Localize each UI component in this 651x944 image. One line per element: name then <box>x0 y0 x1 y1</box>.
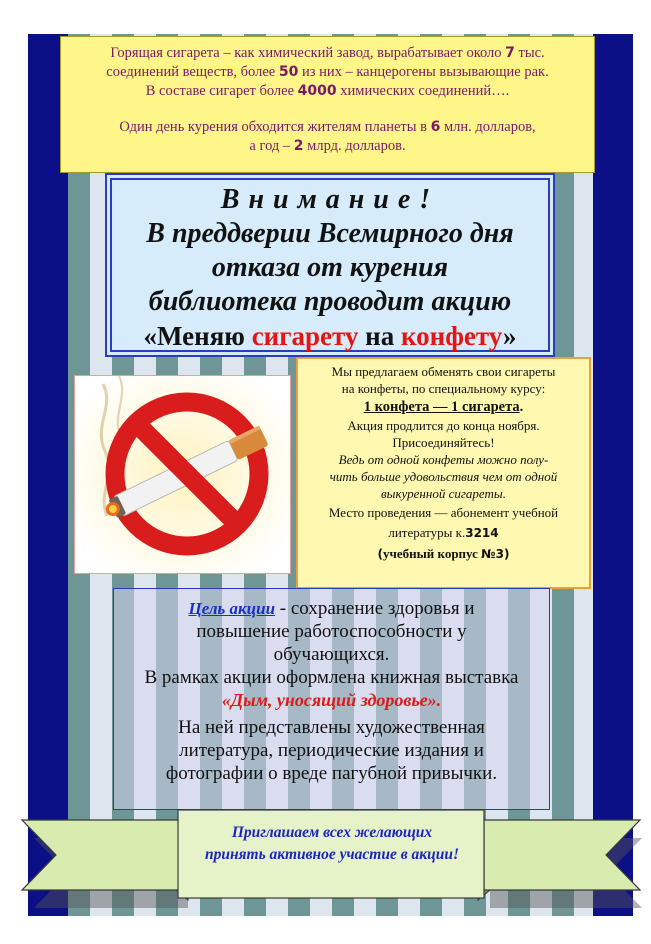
offer-location <box>298 524 589 542</box>
offer-line: Акция продлится до конца ноября. <box>347 418 540 433</box>
facts-number: 4000 <box>297 83 337 99</box>
offer-line: Мы предлагаем обменять свои сигареты <box>331 364 556 379</box>
paren: ) <box>503 547 510 561</box>
facts-text: соединений веществ, более <box>106 64 279 80</box>
action-text: «Меняю <box>143 321 252 351</box>
facts-number: 50 <box>278 64 299 80</box>
offer-building <box>298 545 589 563</box>
attention-heading: Внимание! <box>220 184 440 215</box>
action-highlight: сигарету <box>251 321 359 351</box>
facts-line <box>61 82 594 101</box>
facts-text: Горящая сигарета – как химический завод, вырабатывает около <box>110 45 506 61</box>
offer-box <box>296 357 591 589</box>
offer-line: на конфеты, по специальному курсу: <box>341 381 546 396</box>
invitation <box>184 822 480 866</box>
facts-text: млрд. долларов. <box>303 138 406 154</box>
goal-text: - сохранение здоровья и <box>275 598 475 619</box>
exchange-rate <box>298 397 589 417</box>
goal-line: В рамках акции оформлена книжная выставка <box>144 667 519 688</box>
building-text: учебный корпус <box>383 546 482 561</box>
goal-line: фотографии о вреде пагубной привычки. <box>165 763 498 784</box>
attention-line: отказа от курения <box>211 252 449 283</box>
goal-line: обучающихся. <box>273 644 390 665</box>
facts-line <box>61 118 594 137</box>
attention-line: библиотека проводит акцию <box>148 286 512 317</box>
facts-text: из них – канцерогены вызывающие рак. <box>298 64 549 80</box>
invitation-line: принять активное участие в акции! <box>204 846 460 863</box>
offer-italic-line: Ведь от одной конфеты можно полу- <box>338 452 549 467</box>
goal-line: На ней представлены художественная <box>178 717 485 738</box>
facts-line <box>61 137 594 156</box>
facts-text: тыс. <box>514 45 545 61</box>
offer-line: Место проведения — абонемент учебной <box>328 505 559 520</box>
paren: ( <box>377 547 384 561</box>
facts-number: 6 <box>430 119 441 135</box>
facts-text: В составе сигарет более <box>145 83 298 99</box>
attention-box <box>105 173 555 357</box>
facts-text: Один день курения обходится жителям планеты в <box>119 119 431 135</box>
no-smoking-image <box>74 375 291 574</box>
goal-line: литература, периодические издания и <box>179 740 484 761</box>
facts-number: 2 <box>293 138 304 154</box>
offer-location-text: литературы к. <box>388 525 466 540</box>
building-number: №3 <box>481 547 504 561</box>
exhibition-title: «Дым, уносящий здоровье». <box>221 690 442 710</box>
action-name <box>107 319 553 353</box>
facts-text: а год – <box>249 138 294 154</box>
offer-line: Присоединяйтесь! <box>392 435 495 450</box>
spacer <box>61 101 594 118</box>
goal-line <box>114 597 549 620</box>
no-smoking-icon <box>75 376 290 573</box>
action-text: » <box>502 321 517 351</box>
invitation-line: Приглашаем всех желающих <box>231 824 433 841</box>
facts-number: 7 <box>505 45 515 61</box>
facts-text: млн. долларов, <box>440 119 536 135</box>
action-highlight: конфету <box>400 321 503 351</box>
exchange-rate-dot: . <box>519 399 524 415</box>
goal-label: Цель акции <box>188 599 276 618</box>
goal-box <box>113 588 550 810</box>
attention-line: В преддверии Всемирного дня <box>146 218 514 249</box>
offer-italic-line: чить больше удовольствия чем от одной <box>329 469 558 484</box>
action-text: на <box>358 321 401 351</box>
facts-box <box>60 36 595 173</box>
facts-text: химических соединений…. <box>336 83 510 99</box>
goal-line: повышение работоспособности у <box>196 621 467 642</box>
facts-line <box>61 63 594 82</box>
facts-line <box>61 44 594 63</box>
offer-italic-line: выкуренной сигареты. <box>381 486 506 501</box>
exchange-rate-text: 1 конфета — 1 сигарета <box>363 399 520 415</box>
room-number: 3214 <box>465 526 499 540</box>
